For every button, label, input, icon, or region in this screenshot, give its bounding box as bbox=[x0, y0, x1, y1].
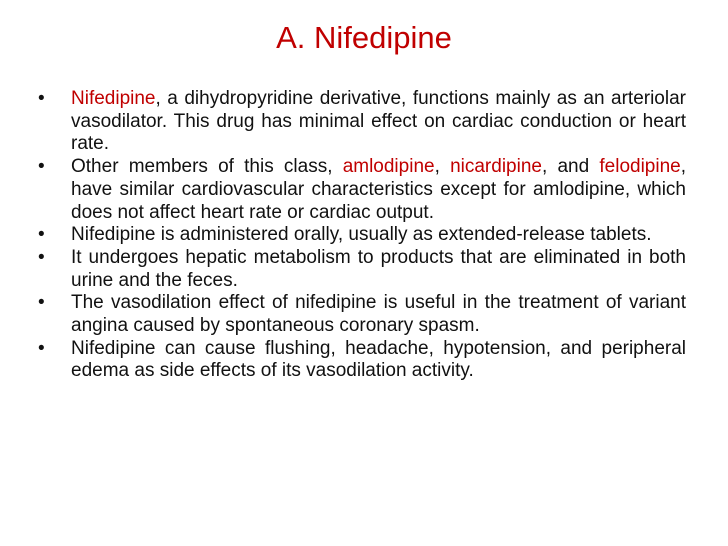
bullet-item bbox=[38, 156, 686, 224]
bullet-item bbox=[38, 338, 686, 383]
slide-title: A. Nifedipine bbox=[276, 20, 452, 55]
bullet-marker: • bbox=[38, 224, 45, 246]
bullet-item bbox=[38, 247, 686, 292]
highlighted-drug-name: nicardipine bbox=[450, 156, 542, 178]
bullet-list bbox=[38, 88, 686, 383]
bullet-text: , a dihydropyridine derivative, functions mainly as an arteriolar vasodilator. This drug has minimal effect on cardiac conduction or heart rate. bbox=[71, 88, 686, 155]
bullet-marker: • bbox=[38, 88, 45, 109]
bullet-item bbox=[38, 224, 686, 247]
bullet-text: , bbox=[434, 156, 451, 178]
bullet-item bbox=[38, 292, 686, 337]
bullet-item bbox=[38, 88, 686, 156]
bullet-text: Nifedipine can cause flushing, headache, hypotension, and peripheral edema as side effects of its vasodilation activity. bbox=[71, 337, 686, 382]
bullet-text: It undergoes hepatic metabolism to products that are eliminated in both urine and the feces. bbox=[71, 246, 686, 291]
highlighted-drug-name: Nifedipine bbox=[71, 88, 156, 109]
bullet-marker: • bbox=[38, 292, 45, 314]
highlighted-drug-name: felodipine bbox=[599, 156, 681, 178]
bullet-marker: • bbox=[38, 246, 45, 268]
bullet-text: Nifedipine is administered orally, usually as extended-release tablets. bbox=[71, 224, 652, 246]
highlighted-drug-name: amlodipine bbox=[342, 156, 435, 178]
bullet-marker: • bbox=[38, 337, 45, 359]
bullet-text: , and bbox=[541, 156, 600, 178]
bullet-marker: • bbox=[38, 156, 45, 178]
bullet-text: , have similar cardiovascular characteristics except for amlodipine, which does not affect heart rate or cardiac output. bbox=[71, 156, 686, 223]
bullet-text: The vasodilation effect of nifedipine is useful in the treatment of variant angina caused by spontaneous coronary spasm. bbox=[71, 292, 686, 337]
bullet-text: Other members of this class, bbox=[71, 156, 343, 178]
